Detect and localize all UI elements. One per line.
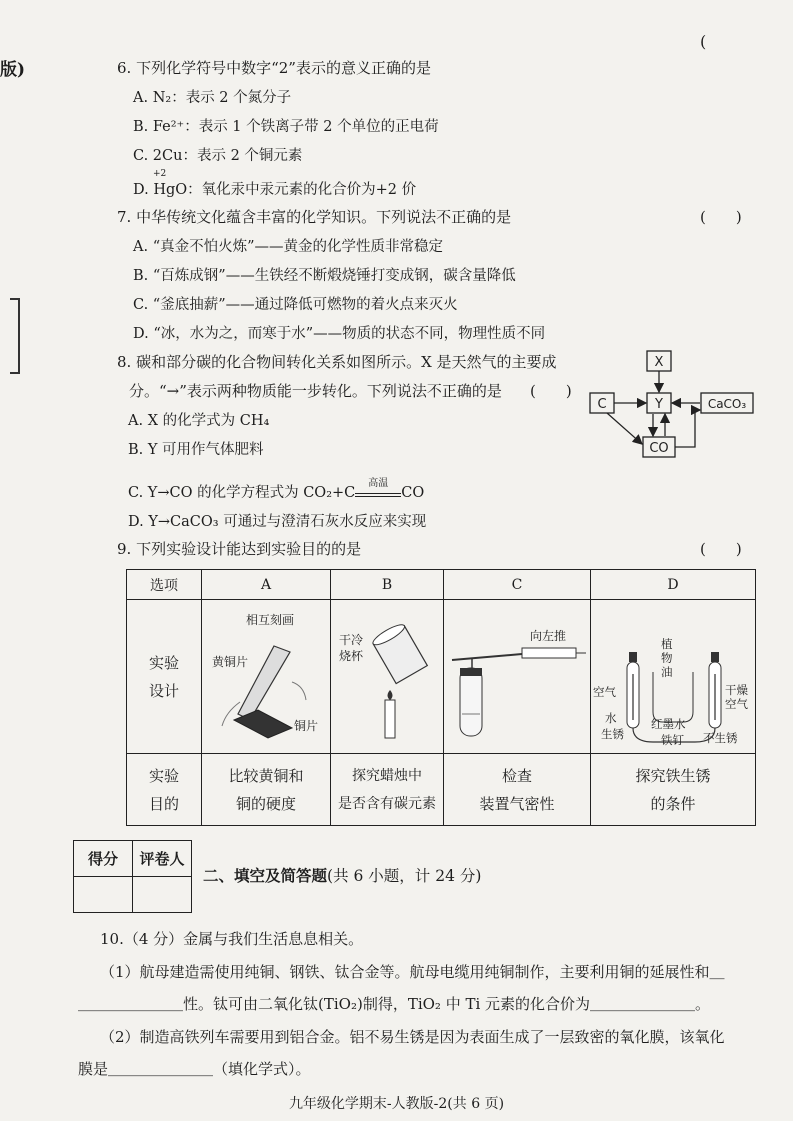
design-c [444,600,591,754]
label-air: 空气 [593,684,616,699]
q7-option-a: A. “真金不怕火炼”——黄金的化学性质非常稳定 [133,239,444,255]
valence-mark: +2 [153,169,167,179]
table-head-option: 选项 [127,570,202,600]
q8-option-a: A. X 的化学式为 CH₄ [128,413,270,429]
purpose-c: 检查 装置气密性 [444,754,591,826]
grader-head: 评卷人 [133,841,192,877]
q9-stem: 9. 下列实验设计能达到实验目的的是 [117,540,362,558]
label-no-rust: 不生锈 [703,730,738,745]
q7-option-b: B. “百炼成钢”——生铁经不断煅烧锤打变成钢，碳含量降低 [133,268,516,284]
label-cold-beaker-2: 烧杯 [339,648,364,663]
q10-stem: 10.（4 分）金属与我们生活息息相关。 [100,930,364,948]
q6-option-b: B. Fe²⁺：表示 1 个铁离子带 2 个单位的正电荷 [133,119,439,135]
label-rust: 生锈 [601,726,624,741]
label-copper: 铜片 [294,718,319,733]
carbon-conversion-diagram [585,348,757,460]
q6-option-c: C. 2Cu：表示 2 个铜元素 [133,148,303,164]
purpose-d: 探究铁生锈 的条件 [591,754,756,826]
q8-option-c: C. Y→CO 的化学方程式为 CO₂+C 高温 CO [128,481,424,502]
label-nail: 铁钉 [661,732,684,747]
diagram-label-x: X [654,355,664,370]
q8-option-d: D. Y→CaCO₃ 可通过与澄清石灰水反应来实现 [128,514,427,530]
q7-option-d: D. “冰，水为之，而寒于水”——物质的状态不同，物理性质不同 [133,326,546,342]
design-b [331,600,444,754]
design-d [591,600,756,754]
table-head-c: C [444,570,591,600]
score-box [73,840,192,913]
diagram-label-co: CO [649,441,669,456]
q7-stem: 7. 中华传统文化蕴含丰富的化学知识。下列说法不正确的是 [117,208,512,226]
iron-rust-illustration [591,602,755,752]
purpose-b: 探究蜡烛中 是否含有碳元素 [331,754,444,826]
label-brass: 黄铜片 [212,654,249,669]
design-a [202,600,331,754]
label-cold-beaker-1: 干冷 [339,632,364,647]
label-water: 水 [605,710,617,725]
candle-beaker-illustration [331,602,443,752]
airtightness-illustration [444,602,590,752]
top-paren: ( [700,32,707,51]
diagram-label-caco3: CaCO₃ [707,397,747,411]
q10-part1-line1: （1）航母建造需使用纯铜、钢铁、钛合金等。航母电缆用纯铜制作，主要利用铜的延展性和＿ [100,963,725,981]
table-head-b: B [331,570,444,600]
row-label-purpose: 实验 目的 [127,754,202,826]
page-footer: 九年级化学期末-人教版-2(共 6 页) [288,1096,505,1112]
label-dry-1: 干燥 [725,682,748,697]
label-dry-2: 空气 [725,696,748,711]
edge-text: 版) [0,60,26,80]
diagram-label-y: Y [655,397,663,412]
purpose-a: 比较黄铜和 铜的硬度 [202,754,331,826]
label-scratch: 相互刻画 [246,612,295,627]
table-head-d: D [591,570,756,600]
q8-stem-2: 分。“→”表示两种物质能一步转化。下列说法不正确的是 [129,382,502,400]
table-head-a: A [202,570,331,600]
experiment-table [126,569,756,826]
label-oil-3: 油 [661,664,673,679]
q7-answer-paren: ( ) [700,208,742,226]
label-red-ink: 红墨水 [651,716,686,731]
reaction-condition: 高温 [368,478,389,489]
q6-option-a: A. N₂：表示 2 个氮分子 [133,90,292,106]
q9-answer-paren: ( ) [700,540,742,558]
q10-part1-line2: ＿＿＿＿＿＿＿性。钛可由二氧化钛(TiO₂)制得，TiO₂ 中 Ti 元素的化合价为＿＿＿＿＿＿＿。 [78,995,711,1013]
binding-bracket [10,298,20,374]
section2-title: 二、填空及简答题(共 6 小题，计 24 分) [203,866,482,885]
row-label-design: 实验 设计 [127,600,202,754]
q7-option-c: C. “釜底抽薪”——通过降低可燃物的着火点来灭火 [133,297,458,313]
label-push-left: 向左推 [530,628,567,643]
diagram-label-c: C [597,397,607,412]
grader-cell[interactable] [133,877,192,913]
q10-part2-line1: （2）制造高铁列车需要用到铝合金。铝不易生锈是因为表面生成了一层致密的氧化膜，该氧化 [100,1028,725,1046]
label-oil-1: 植 [661,636,673,651]
brass-scratch-illustration [202,602,330,752]
q8-answer-paren: ( ) [530,382,572,400]
q6-stem: 6. 下列化学符号中数字“2”表示的意义正确的是 [117,59,431,77]
q8-stem-1: 8. 碳和部分碳的化合物间转化关系如图所示。X 是天然气的主要成 [117,353,557,371]
q6-option-d: D. HgO：氧化汞中汞元素的化合价为+2 价 [133,182,417,198]
label-oil-2: 物 [661,650,673,665]
q8-option-b: B. Y 可用作气体肥料 [128,442,264,458]
q10-part2-line2: 膜是＿＿＿＿＿＿＿（填化学式）。 [78,1060,311,1078]
score-head: 得分 [74,841,133,877]
score-cell[interactable] [74,877,133,913]
